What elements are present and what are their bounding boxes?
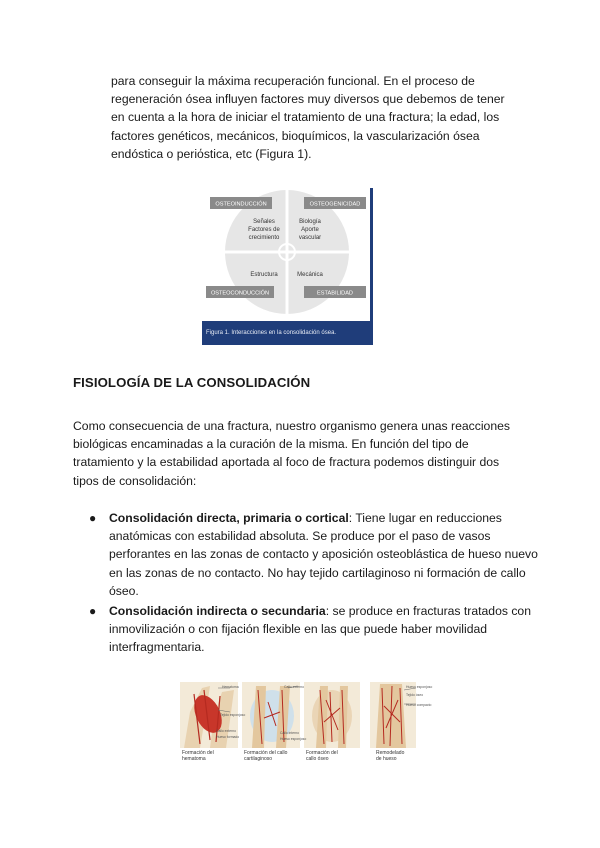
panel-1-note: Tejido esponjoso [220, 713, 246, 717]
panel-3-caption-line1: Formación del [306, 750, 338, 756]
panel-1-note: Callo externo [216, 729, 236, 733]
figure-1 [202, 188, 373, 345]
list-item-title: Consolidación directa, primaria o cortical [109, 511, 349, 525]
quadrant-text-estructura: Estructura [250, 272, 278, 278]
bullet-icon: ● [89, 604, 97, 619]
panel-4-note: Hueso esponjoso [406, 685, 433, 689]
label-osteoinduccion: OSTEOINDUCCIÓN [215, 201, 267, 208]
panel-2-note: Callo interno [280, 731, 300, 735]
panel-1-note: Hueso formado [216, 735, 240, 739]
figure-2 [180, 682, 433, 762]
intro-paragraph: para conseguir la máxima recuperación funcional. En el proceso de regeneración ósea influyen factores muy diversos que debemos de tener en cuenta a la hora de iniciar el tratamiento de una fractura; la edad, los factores genéticos, mecánicos, bioquímicos, la vascularización ósea endóstica o periόstica, etc (Figura 1). [111, 74, 505, 161]
panel-remodelado [370, 682, 416, 748]
panel-2-caption-line2: cartilaginoso [244, 756, 273, 762]
panel-3-caption-line2: callo óseo [306, 756, 329, 762]
section-heading: FISIOLOGÍA DE LA CONSOLIDACIÓN [73, 375, 311, 390]
panel-4-caption-line1: Remodelado [376, 750, 405, 756]
label-osteogenicidad: OSTEOGENICIDAD [309, 201, 361, 208]
panel-2-note: Hueso esponjoso [280, 737, 307, 741]
list-item-text: : Tiene lugar en reducciones anatómicas con estabilidad absoluta. Se produce por el paso de vasos perforantes en las zonas de contacto y aposición osteoblástica de hueso nuevo en las zonas de no contacto. No hay tejido cartilaginoso ni formación de callo óseo. [109, 511, 538, 598]
bullet-icon: ● [89, 511, 97, 525]
panel-2-caption-line1: Formación del callo [244, 750, 288, 756]
quadrant-text-biologia: Biología [299, 219, 321, 225]
list-item-title: Consolidación indirecta o secundaria [109, 604, 326, 619]
quadrant-text-vascular: vascular [298, 235, 322, 241]
quadrant-text-aporte: Aporte [301, 227, 319, 233]
list-item-text: : se produce en fracturas tratados con inmovilización o con fijación flexible en las que puede haber movilidad interfragmentaria. [109, 604, 531, 655]
panel-1-note: Hematoma [222, 685, 239, 689]
quadrant-text-senales: Señales [253, 219, 275, 225]
label-estabilidad: ESTABILIDAD [317, 290, 353, 297]
panel-callo-oseo [304, 682, 360, 748]
list-item [73, 509, 543, 600]
panel-2-note: Callo externo [284, 685, 304, 689]
quadrant-text-mecanica: Mecánica [297, 272, 323, 278]
figure-1-caption: Figura 1. Interacciones en la consolidación ósea. [202, 321, 373, 345]
quadrant-text-crecimiento: crecimiento [248, 235, 280, 241]
panel-4-note: Hueso compacto [406, 703, 432, 707]
panel-4-note: Tejido óseo [406, 693, 424, 697]
label-osteoconduccion: OSTEOCONDUCCIÓN [210, 290, 270, 297]
quadrant-text-factores: Factores de [248, 227, 280, 233]
figure-2-illustration [180, 682, 433, 762]
section-paragraph: Como consecuencia de una fractura, nuestro organismo genera unas reacciones biológicas encaminadas a la curación de la misma. En función del tipo de tratamiento y la estabilidad aportada al foco de fractura podemos distinguir dos tipos de consolidación: [73, 419, 510, 488]
consolidation-types-list [73, 509, 543, 659]
panel-4-caption-line2: de hueso [376, 756, 397, 762]
panel-1-caption-line1: Formación del [182, 750, 214, 756]
list-item [73, 602, 543, 657]
panel-1-caption-line2: hematoma [182, 756, 206, 762]
